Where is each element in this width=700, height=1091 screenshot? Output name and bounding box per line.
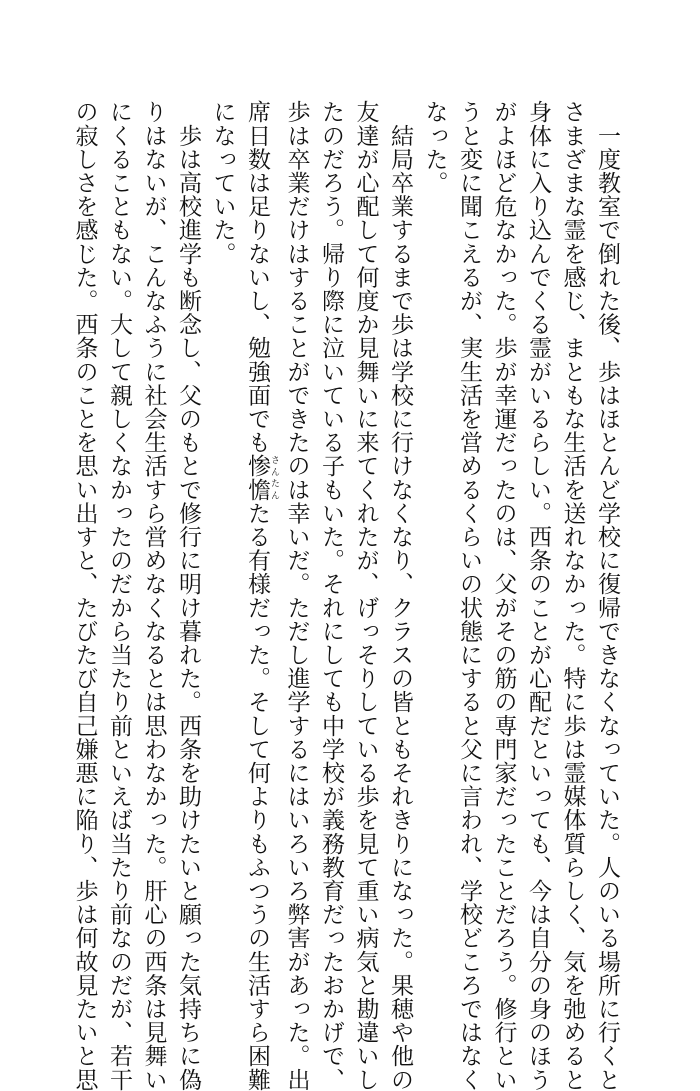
ruby-base: 惨憺 (244, 454, 270, 502)
ruby-reading: さんたん (269, 454, 279, 502)
text-column-with-ruby (240, 100, 280, 1091)
text-column: になっていた。 (209, 100, 236, 266)
ruby-column-before: 席日数は足りないし、勉強面でも (244, 100, 270, 454)
text-column: 歩は卒業だけはすることができたのは幸いだ。ただし進学するにはいろいろ弊害があった。出 (283, 100, 310, 1091)
text-column: の寂しさを感じた。西条のことを思い出すと、たびたび自己嫌悪に陥り、歩は何故見たいと思 (71, 100, 98, 1091)
text-column: 結局卒業するまで歩は学校に行けなくなり、クラスの皆ともそれきりになった。果穂や他の (387, 100, 413, 1091)
vertical-text-body (67, 100, 624, 1091)
text-column: 一度教室で倒れた後、歩はほとんど学校に復帰できなくなっていた。人のいる場所に行くと (594, 100, 620, 1091)
text-column: りはないが、こんなふうに社会生活すら営めなくなるとは思わなかった。肝心の西条は見舞い (140, 100, 167, 1091)
text-column: がよほど危なかった。歩が幸運だったのは、父がその筋の専門家だったことだろう。修行とい (490, 100, 517, 1091)
text-column: たのだろう。帰り際に泣いている子もいた。それにしても中学校が義務教育だったおかげで、 (318, 100, 344, 1091)
text-column: にくることもない。大して親しくなかったのだから当たり前といえば当たり前なのだが、若干 (106, 100, 132, 1091)
ruby-annotated-word (244, 454, 279, 502)
text-column: 身体に入り込んでくる霊がいるらしい。西条のことが心配だといっても、今は自分の身のほう (525, 100, 551, 1091)
text-column: うと変に聞こえるが、実生活を営めるくらいの状態にすると父に言われ、学校どころではなく (456, 100, 482, 1091)
ruby-column-after: たる有様だった。そして何よりもふつうの生活すら困難 (244, 501, 270, 1091)
text-column: 歩は高校進学も断念し、父のもとで修行に明け暮れた。西条を助けたいと願った気持ちに偽 (175, 100, 201, 1091)
text-column: 友達が心配して何度か見舞いに来てくれたが、げっそりしている歩を見て重い病気と勘違いし (352, 100, 379, 1091)
text-column: なった。 (421, 100, 448, 195)
text-column: さまざまな霊を感じ、まともな生活を送れなかった。特に歩は霊媒体質らしく、気を弛めると (559, 100, 586, 1091)
